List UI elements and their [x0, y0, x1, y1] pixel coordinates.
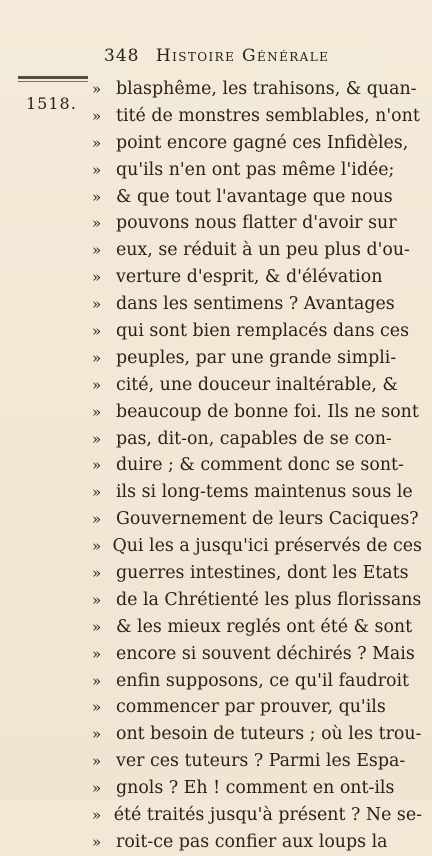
text-line — [92, 748, 422, 775]
text-line — [92, 775, 422, 802]
quotation-mark: » — [92, 698, 102, 717]
text-line — [92, 721, 422, 748]
text-line — [92, 802, 422, 829]
quotation-mark: » — [92, 725, 102, 744]
text-line-content: Gouvernement de leurs Caciques? — [116, 509, 419, 530]
quotation-mark: » — [92, 268, 102, 287]
running-header — [104, 46, 412, 72]
quotation-mark: » — [92, 133, 102, 152]
text-line-content: cité, une douceur inaltérable, & — [116, 374, 398, 395]
quotation-mark: » — [92, 322, 102, 341]
margin-year-note: 1518. — [26, 94, 77, 113]
text-line-content: beaucoup de bonne foi. Ils ne sont — [116, 401, 419, 422]
text-line — [92, 130, 422, 157]
text-line — [92, 426, 422, 453]
text-line-content: dans les sentimens ? Avantages — [116, 294, 395, 315]
text-line — [92, 264, 422, 291]
text-line-content: point encore gagné ces Infidèles, — [116, 132, 409, 153]
text-line — [92, 157, 422, 184]
text-line-content: Qui les a jusqu'ici préservés de ces — [112, 536, 422, 557]
quotation-mark: » — [92, 295, 102, 314]
quotation-mark: » — [92, 160, 102, 179]
text-line — [92, 694, 422, 721]
text-line-content: blasphême, les trahisons, & quan- — [116, 79, 417, 99]
text-line — [92, 76, 422, 103]
text-line-content: & que tout l'avantage que nous — [116, 186, 393, 207]
text-line-content: & les mieux reglés ont été & sont — [116, 616, 413, 637]
quotation-mark: » — [92, 483, 102, 502]
text-line — [92, 668, 422, 695]
text-line-content: qui sont bien remplacés dans ces — [116, 321, 409, 342]
quotation-mark: » — [92, 537, 102, 556]
text-line — [92, 479, 422, 506]
quotation-mark: » — [92, 80, 102, 98]
quotation-mark: » — [92, 752, 102, 771]
quotation-mark: » — [92, 779, 102, 798]
text-line-content: enfin supposons, ce qu'il faudroit — [116, 670, 410, 691]
text-line — [92, 587, 422, 614]
page-number: 348 — [104, 46, 140, 66]
text-line-content: ont besoin de tuteurs ; où les trou- — [116, 724, 422, 745]
quotation-mark: » — [92, 348, 102, 367]
text-line — [92, 560, 422, 587]
text-line-content: guerres intestines, dont les Etats — [116, 563, 409, 584]
text-line — [92, 318, 422, 345]
text-line-content: pas, dit-on, capables de se con- — [116, 428, 392, 449]
text-line — [92, 506, 422, 533]
quotation-mark: » — [92, 617, 102, 636]
quotation-mark: » — [92, 644, 102, 663]
text-line-content: qu'ils n'en ont pas même l'idée; — [116, 159, 395, 180]
text-line-content: gnols ? Eh ! comment en ont-ils — [116, 778, 395, 799]
text-line — [92, 237, 422, 264]
body-text — [92, 76, 422, 856]
quotation-mark: » — [92, 832, 102, 851]
text-line-content: été traités jusqu'à présent ? Ne se- — [113, 805, 422, 826]
text-line — [92, 452, 422, 479]
text-line-content: roit-ce pas confier aux loups la — [116, 831, 388, 852]
running-title: Histoire Générale — [155, 46, 330, 66]
text-line — [92, 641, 422, 668]
text-line — [92, 372, 422, 399]
text-line-content: duire ; & comment donc se sont- — [116, 455, 404, 476]
quotation-mark: » — [92, 187, 102, 206]
text-line — [92, 184, 422, 211]
text-line-content: eux, se réduit à un peu plus d'ou- — [116, 240, 410, 261]
text-line-content: encore si souvent déchirés ? Mais — [116, 643, 415, 664]
quotation-mark: » — [92, 510, 102, 529]
quotation-mark: » — [92, 671, 102, 690]
quotation-mark: » — [92, 241, 102, 260]
text-line-content: verture d'esprit, & d'élévation — [116, 267, 383, 288]
text-line — [92, 399, 422, 426]
text-line-content: peuples, par une grande simpli- — [116, 347, 397, 368]
margin-rule-thin — [18, 81, 88, 82]
text-line-content: de la Chrétienté les plus florissans — [116, 589, 422, 610]
text-line — [92, 533, 422, 560]
text-line — [92, 345, 422, 372]
quotation-mark: » — [92, 590, 102, 609]
quotation-mark: » — [92, 456, 102, 475]
quotation-mark: » — [92, 402, 102, 421]
quotation-mark: » — [92, 429, 102, 448]
quotation-mark: » — [92, 564, 102, 583]
margin-rule — [18, 76, 88, 79]
text-line — [92, 614, 422, 641]
quotation-mark: » — [92, 375, 102, 394]
text-line-content: tité de monstres semblables, n'ont — [116, 105, 420, 126]
text-line-content: ver ces tuteurs ? Parmi les Espa- — [116, 751, 406, 772]
text-line — [92, 291, 422, 318]
text-line-content: commencer par prouver, qu'ils — [116, 697, 386, 718]
quotation-mark: » — [92, 214, 102, 233]
text-line-content: ils si long-tems maintenus sous le — [116, 482, 413, 503]
text-line-content: pouvons nous flatter d'avoir sur — [116, 213, 397, 234]
quotation-mark: » — [92, 806, 102, 825]
text-line — [92, 103, 422, 130]
text-line — [92, 829, 422, 856]
text-line — [92, 210, 422, 237]
quotation-mark: » — [92, 106, 102, 125]
